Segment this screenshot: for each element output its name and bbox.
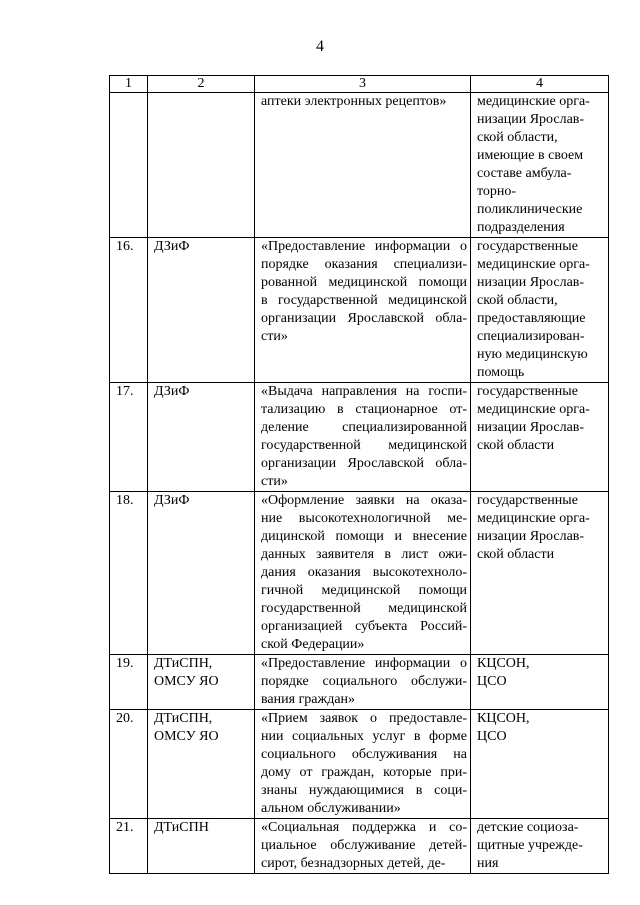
organization-line: медицинские орга- xyxy=(477,511,590,526)
service-line: «Социальная поддержка и со- xyxy=(261,820,467,835)
organization-line: имеющие в своем xyxy=(477,148,584,163)
organization-line: государственные xyxy=(477,384,578,399)
service-line: «Оформление заявки на оказа- xyxy=(261,493,467,508)
service-line: «Прием заявок о предоставле- xyxy=(261,711,467,726)
service-line: альном обслуживании» xyxy=(261,801,401,816)
organization-cell xyxy=(471,819,609,874)
service-cell xyxy=(255,819,471,874)
organization-line: ской области xyxy=(477,547,555,562)
department-line: ДТиСПН, xyxy=(154,656,213,671)
service-cell xyxy=(255,710,471,819)
department-line: ДЗиФ xyxy=(154,239,190,254)
department-line: ДТиСПН, xyxy=(154,711,213,726)
organization-line: детские социоза- xyxy=(477,820,579,835)
service-line: государственной медицинской xyxy=(261,438,467,453)
service-line: организации Ярославской обла- xyxy=(261,311,467,326)
service-line: «Предоставление информации о xyxy=(261,239,467,254)
organization-line: медицинские орга- xyxy=(477,257,590,272)
service-line: сти» xyxy=(261,329,288,344)
organization-cell xyxy=(471,710,609,819)
row-number-cell: 18. xyxy=(110,492,148,655)
service-line: социального обслуживания на xyxy=(261,747,467,762)
service-line: организации Ярославской обла- xyxy=(261,456,467,471)
service-line: сти» xyxy=(261,474,288,489)
service-line: порядке социального обслужи- xyxy=(261,674,467,689)
department-line: ОМСУ ЯО xyxy=(154,674,219,689)
organization-line: государственные xyxy=(477,493,578,508)
row-number-cell: 20. xyxy=(110,710,148,819)
organization-line: КЦСОН, xyxy=(477,711,530,726)
department-cell xyxy=(148,383,255,492)
department-line: ДЗиФ xyxy=(154,384,190,399)
service-line: дому от граждан, которые при- xyxy=(261,765,467,780)
department-cell xyxy=(148,710,255,819)
service-line: циальное обслуживание детей- xyxy=(261,838,467,853)
organization-line: КЦСОН, xyxy=(477,656,530,671)
table-row xyxy=(110,819,609,874)
services-table xyxy=(109,75,609,874)
service-line: деление специализированной xyxy=(261,420,467,435)
service-line: организацией субъекта Россий- xyxy=(261,619,467,634)
department-line: ОМСУ ЯО xyxy=(154,729,219,744)
service-line: дания оказания высокотехноло- xyxy=(261,565,467,580)
organization-line: щитные учрежде- xyxy=(477,838,583,853)
row-number-cell: 19. xyxy=(110,655,148,710)
organization-line: медицинские орга- xyxy=(477,402,590,417)
service-line: сирот, безнадзорных детей, де- xyxy=(261,856,446,871)
organization-line: низации Ярослав- xyxy=(477,420,585,435)
service-line: «Предоставление информации о xyxy=(261,656,467,671)
table-row xyxy=(110,238,609,383)
organization-cell xyxy=(471,238,609,383)
table-row xyxy=(110,492,609,655)
table-row xyxy=(110,710,609,819)
department-line: ДЗиФ xyxy=(154,493,190,508)
organization-cell xyxy=(471,93,609,238)
service-cell xyxy=(255,492,471,655)
service-line: в государственной медицинской xyxy=(261,293,467,308)
column-header-3: 3 xyxy=(255,76,471,93)
table-row xyxy=(110,93,609,238)
service-line: вания граждан» xyxy=(261,692,356,707)
department-cell xyxy=(148,492,255,655)
organization-line: подразделения xyxy=(477,220,565,235)
service-cell xyxy=(255,383,471,492)
organization-line: ской области, xyxy=(477,130,558,145)
organization-line: ской области, xyxy=(477,293,558,308)
service-line: рованной медицинской помощи xyxy=(261,275,467,290)
row-number-cell: 17. xyxy=(110,383,148,492)
organization-line: низации Ярослав- xyxy=(477,112,585,127)
service-line: нии социальных услуг в форме xyxy=(261,729,467,744)
organization-line: ния xyxy=(477,856,499,871)
department-cell xyxy=(148,655,255,710)
organization-line: ную медицинскую xyxy=(477,347,588,362)
organization-line: медицинские орга- xyxy=(477,94,590,109)
service-line: дицинской помощи и внесение xyxy=(261,529,467,544)
service-line: гичной медицинской помощи xyxy=(261,583,467,598)
service-line: «Выдача направления на госпи- xyxy=(261,384,467,399)
service-cell xyxy=(255,93,471,238)
page-number: 4 xyxy=(316,38,324,55)
organization-line: поликлинические xyxy=(477,202,583,217)
organization-cell xyxy=(471,492,609,655)
service-line: порядке оказания специализи- xyxy=(261,257,467,272)
service-line: данных заявителя в лист ожи- xyxy=(261,547,467,562)
organization-line: государственные xyxy=(477,239,578,254)
organization-cell xyxy=(471,655,609,710)
service-line: ние высокотехнологичной ме- xyxy=(261,511,467,526)
table-row xyxy=(110,383,609,492)
service-line: тализацию в стационарное от- xyxy=(261,402,467,417)
organization-line: ЦСО xyxy=(477,674,507,689)
organization-line: составе амбула- xyxy=(477,166,572,181)
table-header-row xyxy=(110,76,609,93)
organization-line: низации Ярослав- xyxy=(477,529,585,544)
organization-cell xyxy=(471,383,609,492)
service-line: государственной медицинской xyxy=(261,601,467,616)
organization-line: помощь xyxy=(477,365,525,380)
organization-line: специализирован- xyxy=(477,329,585,344)
service-cell xyxy=(255,238,471,383)
organization-line: предоставляющие xyxy=(477,311,586,326)
column-header-4: 4 xyxy=(471,76,609,93)
service-line: ской Федерации» xyxy=(261,637,365,652)
department-cell xyxy=(148,819,255,874)
organization-line: низации Ярослав- xyxy=(477,275,585,290)
department-cell xyxy=(148,93,255,238)
column-header-1: 1 xyxy=(110,76,148,93)
organization-line: ской области xyxy=(477,438,555,453)
department-line: ДТиСПН xyxy=(154,820,209,835)
service-cell xyxy=(255,655,471,710)
row-number-cell: 21. xyxy=(110,819,148,874)
service-line: аптеки электронных рецептов» xyxy=(261,94,447,109)
organization-line: ЦСО xyxy=(477,729,507,744)
row-number-cell xyxy=(110,93,148,238)
column-header-2: 2 xyxy=(148,76,255,93)
department-cell xyxy=(148,238,255,383)
row-number-cell: 16. xyxy=(110,238,148,383)
table-row xyxy=(110,655,609,710)
organization-line: торно- xyxy=(477,184,517,199)
service-line: знаны нуждающимися в соци- xyxy=(261,783,467,798)
